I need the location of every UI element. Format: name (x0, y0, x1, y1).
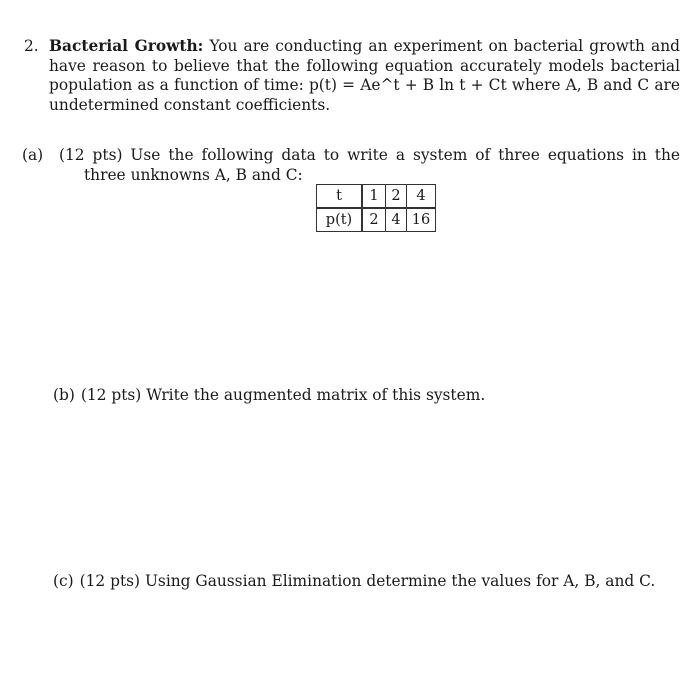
part-c (53, 572, 655, 592)
table-row-label-t: t (317, 185, 363, 209)
part-b-text: (12 pts) Write the augmented matrix of this system. (80, 386, 486, 404)
part-c-label: (c) (53, 572, 74, 590)
problem-title: Bacterial Growth: (49, 37, 204, 55)
part-b (53, 386, 485, 406)
table-row-p (317, 208, 436, 232)
table-row-label-p: p(t) (317, 208, 363, 232)
part-b-label: (b) (53, 386, 75, 404)
part-a: (a) (12 pts) Use the following data to write a system of three equations in the three unknowns A, B and C: (22, 146, 680, 184)
table-row-t (317, 185, 436, 209)
table-cell-t-2: 2 (386, 185, 407, 209)
problem-body (49, 37, 680, 115)
table-cell-t-1: 1 (362, 185, 386, 209)
table-cell-p-3: 16 (407, 208, 436, 232)
problem-statement (24, 37, 680, 115)
data-table (316, 184, 436, 232)
problem-number: 2. (24, 37, 39, 55)
table-cell-t-3: 4 (407, 185, 436, 209)
model-equation: p(t) = Ae^t + B ln t + Ct (308, 76, 507, 95)
problem-text-end: where A, B and C are undetermined constant coefficients. (49, 76, 681, 114)
part-a-text: (12 pts) Use the following data to write a system of three equations in the three unknowns A, B and C: (59, 146, 680, 184)
part-c-text: (12 pts) Using Gaussian Elimination determine the values for A, B, and C. (79, 572, 656, 590)
table-cell-p-2: 4 (386, 208, 407, 232)
table-cell-p-1: 2 (362, 208, 386, 232)
problem-text-intro: You are conducting an experiment on bacterial growth and have reason to believe that the following equation accurately models bacterial population as a function of time: (49, 37, 680, 95)
